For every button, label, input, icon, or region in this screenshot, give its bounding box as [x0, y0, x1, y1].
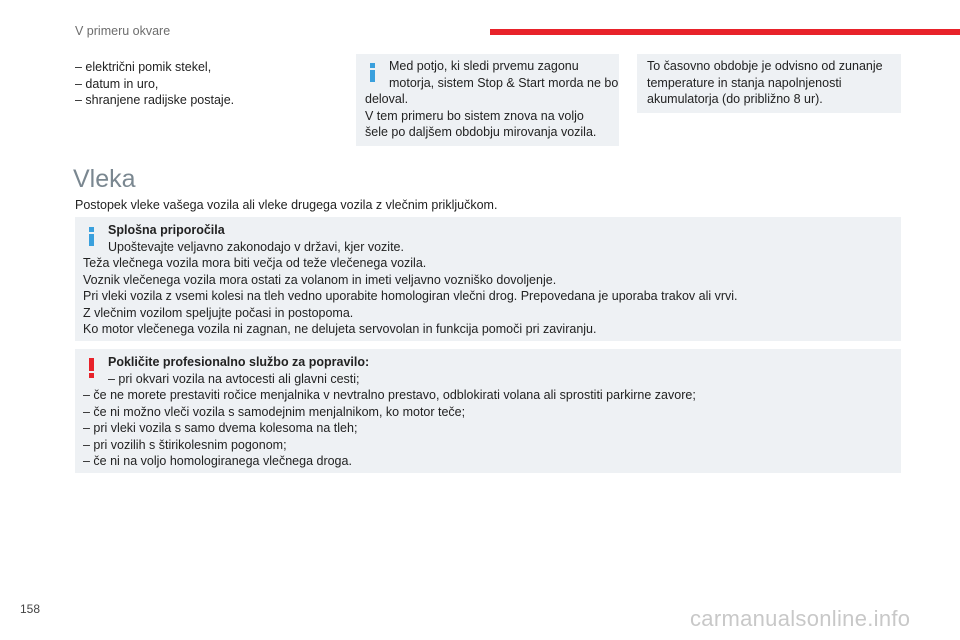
warning-box — [75, 349, 901, 473]
info-box-stop-start — [356, 54, 619, 146]
info-line: To časovno obdobje je odvisno od zunanje — [647, 59, 883, 73]
top-list — [75, 59, 234, 109]
header-accent-bar — [490, 29, 960, 35]
box-line: – če ni na voljo homologiranega vlečnega droga. — [83, 454, 352, 468]
watermark: carmanualsonline.info — [690, 606, 911, 631]
general-recommendations-box — [75, 217, 901, 341]
box-line: – če ne morete prestaviti ročice menjalnika v nevtralno prestavo, odblokirati volana ali sprostiti parkirne zavore; — [83, 388, 696, 402]
list-item: – datum in uro, — [75, 76, 159, 91]
section-intro: Postopek vleke vašega vozila ali vleke drugega vozila z vlečnim priključkom. — [75, 198, 498, 212]
section-title: Vleka — [73, 165, 136, 193]
box-line: Voznik vlečenega vozila mora ostati za volanom in imeti veljavno vozniško dovoljenje. — [83, 272, 557, 287]
info-line: akumulatorja (do približno 8 ur). — [647, 92, 823, 106]
box-line: Pri vleki vozila z vsemi kolesi na tleh vedno uporabite homologiran vlečni drog. Prepovedana je uporaba trakov ali vrvi. — [83, 289, 738, 303]
box-heading: Pokličite profesionalno službo za popravilo: — [108, 355, 370, 369]
box-line: – pri vozilih s štirikolesnim pogonom; — [83, 437, 287, 452]
info-line: šele po daljšem obdobju mirovanja vozila. — [365, 125, 597, 139]
section-header: V primeru okvare — [75, 24, 171, 38]
info-box-duration — [637, 54, 901, 113]
box-line: Z vlečnim vozilom speljujte počasi in postopoma. — [83, 305, 354, 320]
info-line: temperature in stanja napolnjenosti — [647, 75, 842, 90]
info-icon — [89, 227, 94, 246]
box-line: Teža vlečnega vozila mora biti večja od teže vlečenega vozila. — [83, 256, 427, 270]
box-line: Ko motor vlečenega vozila ni zagnan, ne delujeta servovolan in funkcija pomoči pri zaviranju. — [83, 322, 597, 336]
box-line: Upoštevajte veljavno zakonodajo v državi, kjer vozite. — [108, 239, 404, 254]
info-line: Med potjo, ki sledi prvemu zagonu — [389, 59, 579, 73]
list-item: – shranjene radijske postaje. — [75, 93, 235, 107]
box-line: – pri vleki vozila s samo dvema kolesoma na tleh; — [83, 421, 358, 435]
info-line: motorja, sistem Stop & Start morda ne bo — [389, 75, 619, 90]
info-line: deloval. — [365, 92, 409, 106]
box-line: – če ni možno vleči vozila s samodejnim menjalnikom, ko motor teče; — [83, 404, 466, 419]
box-line: – pri okvari vozila na avtocesti ali glavni cesti; — [108, 371, 360, 386]
info-icon — [370, 63, 375, 82]
box-heading: Splošna priporočila — [108, 223, 225, 237]
info-line: V tem primeru bo sistem znova na voljo — [365, 108, 584, 123]
page-number: 158 — [20, 602, 41, 616]
list-item: – električni pomik stekel, — [75, 60, 212, 74]
warning-icon — [89, 358, 94, 378]
